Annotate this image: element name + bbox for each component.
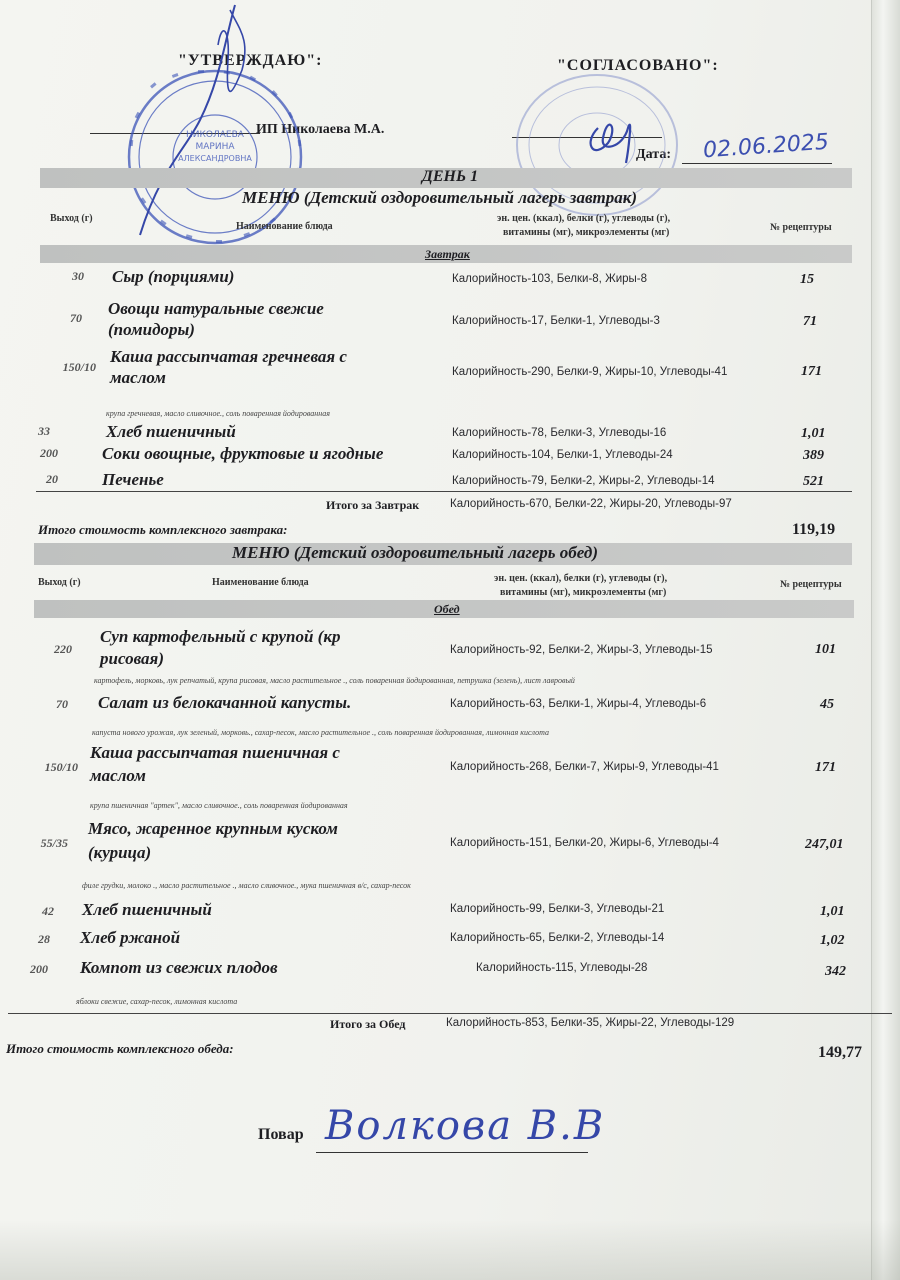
item-name: Мясо, жаренное крупным куском	[88, 819, 338, 838]
breakfast-section-label: Завтрак	[425, 247, 470, 261]
agreed-signature-icon	[578, 98, 648, 168]
item-recipe: 45	[820, 697, 834, 712]
item-recipe: 1,01	[801, 426, 826, 441]
item-name: Овощи натуральные свежие	[108, 299, 324, 318]
item-name: Соки овощные, фруктовые и ягодные	[102, 444, 384, 463]
item-yield: 28	[38, 932, 50, 946]
item-yield: 200	[30, 962, 48, 976]
breakfast-divider	[36, 491, 852, 492]
item-nutrition: Калорийность-115, Углеводы-28	[476, 962, 648, 974]
item-nutrition: Калорийность-63, Белки-1, Жиры-4, Углеводы-6	[450, 698, 707, 710]
item-name: Каша рассыпчатая гречневая с	[110, 347, 347, 366]
item-nutrition: Калорийность-103, Белки-8, Жиры-8	[452, 273, 648, 285]
lunch-total-label: Итого за Обед	[330, 1017, 406, 1031]
col-dish: Наименование блюда	[212, 577, 309, 588]
col-nutrition-2: витамины (мг), микроэлементы (мг)	[503, 227, 670, 238]
col-nutrition-1: эн. цен. (ккал), белки (г), углеводы (г),	[494, 573, 668, 584]
item-recipe: 171	[815, 760, 836, 775]
ip-name: ИП Николаева М.А.	[256, 122, 385, 137]
item-nutrition: Калорийность-92, Белки-2, Жиры-3, Углеводы-15	[450, 644, 713, 656]
item-recipe: 389	[803, 448, 824, 463]
lunch-divider	[8, 1013, 892, 1014]
col-yield: Выход (г)	[38, 577, 81, 588]
item-name: Суп картофельный с крупой (кр	[100, 627, 341, 646]
col-nutrition-1: эн. цен. (ккал), белки (г), углеводы (г),	[497, 213, 671, 224]
col-recipe: № рецептуры	[770, 222, 832, 233]
item-recipe: 171	[801, 364, 822, 379]
lunch-cost-value: 149,77	[818, 1044, 862, 1061]
item-recipe: 101	[815, 642, 836, 657]
item-ingredients: филе грудки, молоко ., масло растительное ., масло сливочное., мука пшеничная в/с, сахар-песок	[82, 881, 411, 890]
item-nutrition: Калорийность-290, Белки-9, Жиры-10, Углеводы-41	[452, 366, 728, 378]
date-value: 02.06.2025	[702, 129, 830, 164]
item-yield: 70	[70, 311, 82, 325]
item-name-cont: маслом	[90, 766, 146, 785]
stamp-word-2: МАРИНА	[195, 142, 235, 152]
cook-signature: Волкова В.В	[325, 1103, 606, 1149]
item-nutrition: Калорийность-151, Белки-20, Жиры-6, Углеводы-4	[450, 837, 719, 849]
item-nutrition: Калорийность-78, Белки-3, Углеводы-16	[452, 427, 667, 439]
breakfast-total-label: Итого за Завтрак	[326, 498, 420, 512]
lunch-menu-title: МЕНЮ (Детский оздоровительный лагерь обед)	[232, 543, 599, 562]
item-name-cont: маслом	[110, 368, 166, 387]
item-name: Компот из свежих плодов	[80, 958, 278, 977]
item-name: Сыр (порциями)	[112, 267, 235, 286]
item-nutrition: Калорийность-79, Белки-2, Жиры-2, Углеводы-14	[452, 475, 715, 487]
approve-label: "УТВЕРЖДАЮ":	[178, 52, 323, 69]
item-yield: 200	[40, 446, 58, 460]
breakfast-cost-label: Итого стоимость комплексного завтрака:	[38, 522, 288, 537]
item-yield: 42	[42, 904, 54, 918]
item-name: Хлеб пшеничный	[82, 900, 212, 919]
breakfast-total-value: Калорийность-670, Белки-22, Жиры-20, Углеводы-97	[450, 498, 732, 510]
item-recipe: 342	[825, 964, 846, 979]
item-nutrition: Калорийность-65, Белки-2, Углеводы-14	[450, 932, 665, 944]
cook-signature-line	[316, 1152, 588, 1153]
stamp-word-1: НИКОЛАЕВА	[186, 130, 244, 140]
item-yield: 20	[46, 472, 58, 486]
item-yield: 30	[72, 269, 84, 283]
item-name-cont: (курица)	[88, 843, 152, 862]
item-recipe: 521	[803, 474, 824, 489]
lunch-section-label: Обед	[434, 602, 460, 616]
item-nutrition: Калорийность-99, Белки-3, Углеводы-21	[450, 903, 665, 915]
page-shadow	[0, 1220, 900, 1280]
breakfast-menu-title: МЕНЮ (Детский оздоровительный лагерь завтрак)	[242, 188, 638, 207]
item-ingredients: крупа гречневая, масло сливочное., соль поваренная йодированная	[106, 409, 330, 418]
paper-stack-edge	[871, 0, 900, 1280]
item-name: Каша рассыпчатая пшеничная с	[90, 743, 340, 762]
item-recipe: 71	[803, 314, 817, 329]
item-ingredients: яблоки свежие, сахар-песок, лимонная кислота	[76, 997, 238, 1006]
item-yield: 70	[56, 697, 68, 711]
item-recipe: 1,02	[820, 933, 845, 948]
item-yield: 55/35	[40, 836, 68, 850]
lunch-cost-label: Итого стоимость комплексного обеда:	[6, 1041, 234, 1056]
col-dish: Наименование блюда	[236, 221, 333, 232]
item-nutrition: Калорийность-268, Белки-7, Жиры-9, Углеводы-41	[450, 761, 719, 773]
item-name-cont: (помидоры)	[108, 320, 195, 339]
item-recipe: 15	[800, 272, 814, 287]
item-yield: 33	[38, 424, 50, 438]
item-yield: 220	[54, 642, 72, 656]
item-recipe: 247,01	[805, 837, 844, 852]
item-yield: 150/10	[44, 760, 78, 774]
item-name: Салат из белокачанной капусты.	[98, 693, 352, 712]
cook-label: Повар	[258, 1126, 304, 1143]
item-name: Хлеб ржаной	[80, 928, 181, 947]
item-ingredients: картофель, морковь, лук репчатый, крупа рисовая, масло растительное ., соль поваренная йодированная, петрушка (зелень), лист лавровый	[94, 676, 575, 685]
item-nutrition: Калорийность-104, Белки-1, Углеводы-24	[452, 449, 673, 461]
item-ingredients: капуста нового урожая, лук зеленый, морковь., сахар-песок, масло растительное ., соль поваренная йодированная, лимонная кислота	[92, 728, 549, 737]
item-name-cont: рисовая)	[100, 649, 164, 668]
col-recipe: № рецептуры	[780, 579, 842, 590]
item-nutrition: Калорийность-17, Белки-1, Углеводы-3	[452, 315, 660, 327]
stamp-word-3: АЛЕКСАНДРОВНА	[178, 154, 252, 163]
item-recipe: 1,01	[820, 904, 845, 919]
lunch-total-value: Калорийность-853, Белки-35, Жиры-22, Углеводы-129	[446, 1017, 735, 1029]
item-name: Хлеб пшеничный	[106, 422, 236, 441]
date-label: Дата:	[636, 147, 671, 162]
item-name: Печенье	[102, 470, 164, 489]
col-nutrition-2: витамины (мг), микроэлементы (мг)	[500, 587, 667, 598]
day-title: ДЕНЬ 1	[421, 168, 479, 185]
col-yield: Выход (г)	[50, 213, 93, 224]
agreed-label: "СОГЛАСОВАНО":	[557, 57, 719, 74]
item-ingredients: крупа пшеничная "артек", масло сливочное., соль поваренная йодированная	[90, 801, 348, 810]
item-yield: 150/10	[62, 360, 96, 374]
breakfast-cost-value: 119,19	[792, 521, 836, 538]
